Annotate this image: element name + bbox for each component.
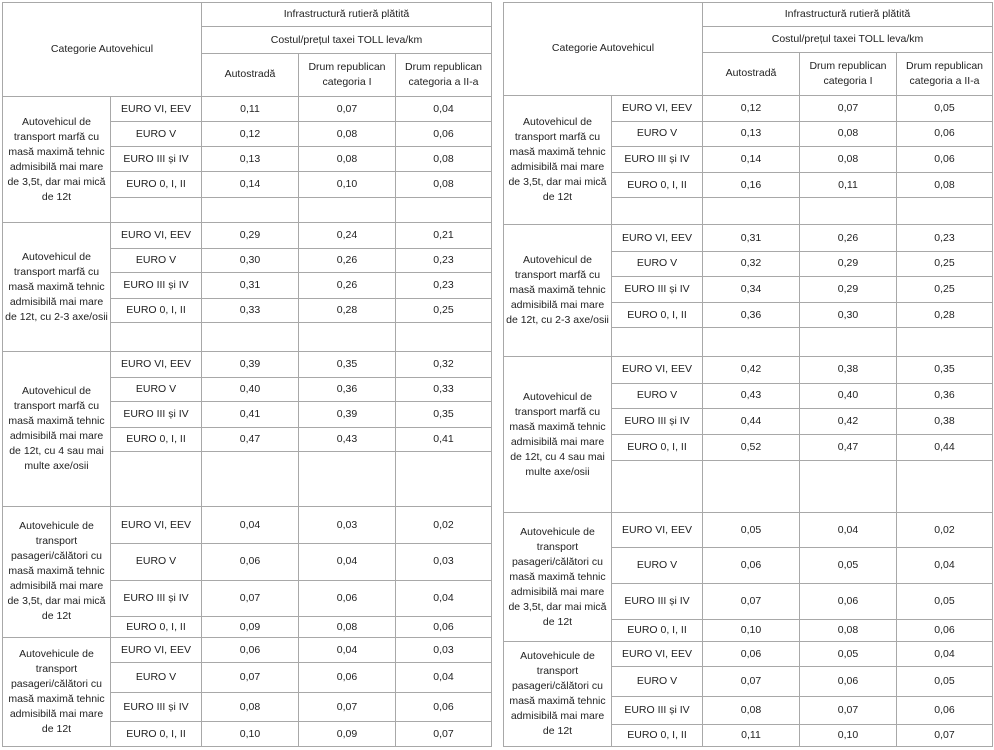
cost-header: Costul/prețul taxei TOLL leva/km bbox=[703, 27, 993, 53]
drum-cat-2-value-cell: 0,35 bbox=[396, 402, 492, 428]
euro-class-cell: EURO VI, EEV bbox=[111, 637, 202, 663]
empty-cell bbox=[202, 451, 299, 506]
vehicle-category-cell: Autovehicul de transport marfă cu masă maximă tehnic admisibilă mai mare de 12t, cu 4 sau mai multe axe/osii bbox=[504, 357, 612, 513]
autostrada-value-cell: 0,16 bbox=[703, 173, 800, 198]
empty-cell bbox=[202, 197, 299, 223]
drum-cat-2-value-cell: 0,23 bbox=[396, 273, 492, 299]
drum-cat-2-value-cell: 0,03 bbox=[396, 637, 492, 663]
table-row bbox=[3, 352, 492, 378]
autostrada-value-cell: 0,09 bbox=[202, 617, 299, 637]
drum-cat-2-value-cell: 0,04 bbox=[396, 96, 492, 122]
empty-cell bbox=[897, 328, 993, 357]
empty-cell bbox=[396, 451, 492, 506]
drum-cat-1-value-cell: 0,08 bbox=[299, 146, 396, 172]
drum-cat-2-value-cell: 0,08 bbox=[897, 173, 993, 198]
euro-class-cell: EURO III și IV bbox=[612, 146, 703, 172]
drum-cat-1-value-cell: 0,08 bbox=[800, 121, 897, 146]
euro-class-cell: EURO VI, EEV bbox=[612, 513, 703, 547]
vehicle-group bbox=[3, 352, 492, 507]
drum-cat-1-value-cell: 0,06 bbox=[299, 663, 396, 693]
drum-cat-1-value-cell: 0,04 bbox=[299, 637, 396, 663]
autostrada-value-cell: 0,47 bbox=[202, 427, 299, 451]
vehicle-category-cell: Autovehicule de transport pasageri/călători cu masă maximă tehnic admisibilă mai mare de 12t bbox=[504, 642, 612, 747]
euro-class-cell: EURO 0, I, II bbox=[111, 617, 202, 637]
column-header-drum-cat-1: Drum republican categoria I bbox=[299, 54, 396, 97]
vehicle-group bbox=[3, 637, 492, 746]
euro-class-cell: EURO 0, I, II bbox=[111, 172, 202, 198]
infra-header: Infrastructură rutieră plătită bbox=[202, 3, 492, 27]
drum-cat-1-value-cell: 0,07 bbox=[299, 96, 396, 122]
column-header-autostrada: Autostradă bbox=[202, 54, 299, 97]
autostrada-value-cell: 0,33 bbox=[202, 298, 299, 322]
euro-class-cell: EURO V bbox=[612, 383, 703, 408]
drum-cat-1-value-cell: 0,28 bbox=[299, 298, 396, 322]
category-header: Categorie Autovehicul bbox=[504, 3, 703, 96]
autostrada-value-cell: 0,14 bbox=[703, 146, 800, 172]
drum-cat-1-value-cell: 0,07 bbox=[299, 692, 396, 722]
drum-cat-1-value-cell: 0,06 bbox=[800, 583, 897, 619]
drum-cat-1-value-cell: 0,08 bbox=[299, 617, 396, 637]
drum-cat-2-value-cell: 0,44 bbox=[897, 434, 993, 460]
drum-cat-2-value-cell: 0,06 bbox=[396, 617, 492, 637]
vehicle-group bbox=[504, 513, 993, 642]
autostrada-value-cell: 0,04 bbox=[202, 507, 299, 544]
autostrada-value-cell: 0,41 bbox=[202, 402, 299, 428]
euro-class-cell: EURO V bbox=[111, 122, 202, 146]
drum-cat-2-value-cell: 0,04 bbox=[897, 642, 993, 667]
drum-cat-1-value-cell: 0,38 bbox=[800, 357, 897, 383]
toll-table-right bbox=[503, 2, 993, 747]
drum-cat-2-value-cell: 0,25 bbox=[897, 251, 993, 276]
euro-class-cell: EURO III și IV bbox=[612, 696, 703, 724]
euro-class-cell: EURO III și IV bbox=[612, 276, 703, 302]
empty-cell bbox=[396, 197, 492, 223]
drum-cat-2-value-cell: 0,23 bbox=[396, 248, 492, 272]
table-row bbox=[504, 642, 993, 667]
drum-cat-1-value-cell: 0,11 bbox=[800, 173, 897, 198]
vehicle-category-cell: Autovehicul de transport marfă cu masă maximă tehnic admisibilă mai mare de 12t, cu 4 sau mai multe axe/osii bbox=[3, 352, 111, 507]
drum-cat-1-value-cell: 0,26 bbox=[299, 273, 396, 299]
autostrada-value-cell: 0,42 bbox=[703, 357, 800, 383]
empty-cell bbox=[396, 323, 492, 352]
vehicle-category-cell: Autovehicul de transport marfă cu masă maximă tehnic admisibilă mai mare de 12t, cu 2-3 axe/osii bbox=[3, 223, 111, 352]
toll-table-left bbox=[2, 2, 492, 747]
vehicle-category-cell: Autovehicul de transport marfă cu masă maximă tehnic admisibilă mai mare de 12t, cu 2-3 axe/osii bbox=[504, 225, 612, 357]
vehicle-category-cell: Autovehicul de transport marfă cu masă maximă tehnic admisibilă mai mare de 3,5t, dar mai mică de 12t bbox=[3, 96, 111, 223]
right-toll-table-panel bbox=[503, 2, 992, 747]
empty-cell bbox=[202, 323, 299, 352]
autostrada-value-cell: 0,14 bbox=[202, 172, 299, 198]
autostrada-value-cell: 0,06 bbox=[703, 547, 800, 583]
drum-cat-2-value-cell: 0,08 bbox=[396, 172, 492, 198]
drum-cat-1-value-cell: 0,04 bbox=[800, 513, 897, 547]
drum-cat-2-value-cell: 0,21 bbox=[396, 223, 492, 249]
table-row bbox=[504, 225, 993, 251]
drum-cat-2-value-cell: 0,41 bbox=[396, 427, 492, 451]
vehicle-group bbox=[504, 225, 993, 357]
drum-cat-2-value-cell: 0,07 bbox=[897, 724, 993, 746]
autostrada-value-cell: 0,11 bbox=[703, 724, 800, 746]
drum-cat-2-value-cell: 0,35 bbox=[897, 357, 993, 383]
drum-cat-2-value-cell: 0,28 bbox=[897, 302, 993, 327]
autostrada-value-cell: 0,13 bbox=[202, 146, 299, 172]
empty-cell bbox=[897, 461, 993, 513]
column-header-autostrada: Autostradă bbox=[703, 53, 800, 95]
drum-cat-2-value-cell: 0,05 bbox=[897, 95, 993, 121]
drum-cat-1-value-cell: 0,08 bbox=[800, 146, 897, 172]
drum-cat-1-value-cell: 0,39 bbox=[299, 402, 396, 428]
vehicle-category-cell: Autovehicule de transport pasageri/călători cu masă maximă tehnic admisibilă mai mare de 12t bbox=[3, 637, 111, 746]
euro-class-cell: EURO V bbox=[111, 663, 202, 693]
table-row bbox=[3, 223, 492, 249]
drum-cat-2-value-cell: 0,04 bbox=[396, 663, 492, 693]
autostrada-value-cell: 0,36 bbox=[703, 302, 800, 327]
euro-class-cell: EURO 0, I, II bbox=[612, 620, 703, 642]
drum-cat-1-value-cell: 0,07 bbox=[800, 95, 897, 121]
cost-header: Costul/prețul taxei TOLL leva/km bbox=[202, 27, 492, 54]
drum-cat-1-value-cell: 0,24 bbox=[299, 223, 396, 249]
drum-cat-2-value-cell: 0,07 bbox=[396, 722, 492, 747]
autostrada-value-cell: 0,32 bbox=[703, 251, 800, 276]
autostrada-value-cell: 0,10 bbox=[202, 722, 299, 747]
euro-class-cell: EURO V bbox=[111, 377, 202, 401]
drum-cat-2-value-cell: 0,23 bbox=[897, 225, 993, 251]
drum-cat-1-value-cell: 0,03 bbox=[299, 507, 396, 544]
euro-class-cell: EURO III și IV bbox=[111, 402, 202, 428]
drum-cat-2-value-cell: 0,06 bbox=[396, 122, 492, 146]
drum-cat-1-value-cell: 0,08 bbox=[299, 122, 396, 146]
drum-cat-2-value-cell: 0,05 bbox=[897, 667, 993, 696]
vehicle-group bbox=[3, 223, 492, 352]
euro-class-cell: EURO VI, EEV bbox=[612, 225, 703, 251]
autostrada-value-cell: 0,07 bbox=[202, 663, 299, 693]
euro-class-cell: EURO VI, EEV bbox=[612, 357, 703, 383]
drum-cat-1-value-cell: 0,26 bbox=[299, 248, 396, 272]
drum-cat-1-value-cell: 0,09 bbox=[299, 722, 396, 747]
empty-cell bbox=[703, 198, 800, 225]
euro-class-cell: EURO VI, EEV bbox=[612, 95, 703, 121]
autostrada-value-cell: 0,07 bbox=[703, 583, 800, 619]
empty-cell bbox=[703, 328, 800, 357]
euro-class-cell: EURO III și IV bbox=[111, 273, 202, 299]
drum-cat-2-value-cell: 0,04 bbox=[396, 580, 492, 617]
empty-cell bbox=[612, 198, 703, 225]
drum-cat-1-value-cell: 0,04 bbox=[299, 543, 396, 580]
euro-class-cell: EURO V bbox=[111, 248, 202, 272]
drum-cat-1-value-cell: 0,29 bbox=[800, 276, 897, 302]
euro-class-cell: EURO V bbox=[111, 543, 202, 580]
euro-class-cell: EURO 0, I, II bbox=[612, 434, 703, 460]
column-header-drum-cat-1: Drum republican categoria I bbox=[800, 53, 897, 95]
autostrada-value-cell: 0,40 bbox=[202, 377, 299, 401]
euro-class-cell: EURO VI, EEV bbox=[111, 507, 202, 544]
autostrada-value-cell: 0,06 bbox=[202, 543, 299, 580]
drum-cat-1-value-cell: 0,40 bbox=[800, 383, 897, 408]
drum-cat-2-value-cell: 0,05 bbox=[897, 583, 993, 619]
autostrada-value-cell: 0,11 bbox=[202, 96, 299, 122]
empty-cell bbox=[897, 198, 993, 225]
table-row bbox=[504, 357, 993, 383]
drum-cat-1-value-cell: 0,36 bbox=[299, 377, 396, 401]
euro-class-cell: EURO V bbox=[612, 547, 703, 583]
euro-class-cell: EURO III și IV bbox=[111, 580, 202, 617]
empty-cell bbox=[299, 323, 396, 352]
drum-cat-2-value-cell: 0,06 bbox=[897, 620, 993, 642]
autostrada-value-cell: 0,06 bbox=[703, 642, 800, 667]
vehicle-category-cell: Autovehicule de transport pasageri/călători cu masă maximă tehnic admisibilă mai mare de 3,5t, dar mai mică de 12t bbox=[3, 507, 111, 638]
euro-class-cell: EURO V bbox=[612, 121, 703, 146]
drum-cat-1-value-cell: 0,10 bbox=[299, 172, 396, 198]
vehicle-group bbox=[504, 95, 993, 225]
euro-class-cell: EURO 0, I, II bbox=[111, 298, 202, 322]
autostrada-value-cell: 0,44 bbox=[703, 408, 800, 434]
euro-class-cell: EURO 0, I, II bbox=[612, 173, 703, 198]
autostrada-value-cell: 0,34 bbox=[703, 276, 800, 302]
table-row bbox=[3, 96, 492, 122]
euro-class-cell: EURO V bbox=[612, 251, 703, 276]
drum-cat-1-value-cell: 0,07 bbox=[800, 696, 897, 724]
category-header: Categorie Autovehicul bbox=[3, 3, 202, 97]
autostrada-value-cell: 0,43 bbox=[703, 383, 800, 408]
drum-cat-1-value-cell: 0,06 bbox=[800, 667, 897, 696]
drum-cat-2-value-cell: 0,06 bbox=[897, 146, 993, 172]
vehicle-group bbox=[504, 642, 993, 747]
drum-cat-2-value-cell: 0,06 bbox=[897, 696, 993, 724]
column-header-drum-cat-2: Drum republican categoria a II-a bbox=[897, 53, 993, 95]
euro-class-cell: EURO VI, EEV bbox=[612, 642, 703, 667]
drum-cat-2-value-cell: 0,38 bbox=[897, 408, 993, 434]
drum-cat-1-value-cell: 0,26 bbox=[800, 225, 897, 251]
empty-cell bbox=[111, 323, 202, 352]
euro-class-cell: EURO 0, I, II bbox=[111, 427, 202, 451]
euro-class-cell: EURO 0, I, II bbox=[612, 724, 703, 746]
infra-header: Infrastructură rutieră plătită bbox=[703, 3, 993, 27]
vehicle-group bbox=[3, 507, 492, 638]
empty-cell bbox=[800, 198, 897, 225]
column-header-drum-cat-2: Drum republican categoria a II-a bbox=[396, 54, 492, 97]
autostrada-value-cell: 0,52 bbox=[703, 434, 800, 460]
euro-class-cell: EURO III și IV bbox=[612, 408, 703, 434]
autostrada-value-cell: 0,10 bbox=[703, 620, 800, 642]
left-toll-table-panel bbox=[2, 2, 491, 747]
drum-cat-2-value-cell: 0,25 bbox=[396, 298, 492, 322]
euro-class-cell: EURO VI, EEV bbox=[111, 96, 202, 122]
autostrada-value-cell: 0,07 bbox=[202, 580, 299, 617]
euro-class-cell: EURO III și IV bbox=[111, 146, 202, 172]
vehicle-category-cell: Autovehicule de transport pasageri/călători cu masă maximă tehnic admisibilă mai mare de 3,5t, dar mai mică de 12t bbox=[504, 513, 612, 642]
empty-cell bbox=[800, 461, 897, 513]
autostrada-value-cell: 0,05 bbox=[703, 513, 800, 547]
autostrada-value-cell: 0,06 bbox=[202, 637, 299, 663]
drum-cat-2-value-cell: 0,32 bbox=[396, 352, 492, 378]
drum-cat-2-value-cell: 0,04 bbox=[897, 547, 993, 583]
drum-cat-2-value-cell: 0,03 bbox=[396, 543, 492, 580]
euro-class-cell: EURO VI, EEV bbox=[111, 352, 202, 378]
autostrada-value-cell: 0,31 bbox=[703, 225, 800, 251]
empty-cell bbox=[299, 197, 396, 223]
drum-cat-2-value-cell: 0,08 bbox=[396, 146, 492, 172]
autostrada-value-cell: 0,31 bbox=[202, 273, 299, 299]
empty-cell bbox=[612, 461, 703, 513]
drum-cat-2-value-cell: 0,06 bbox=[396, 692, 492, 722]
empty-cell bbox=[111, 197, 202, 223]
table-row bbox=[504, 95, 993, 121]
drum-cat-2-value-cell: 0,06 bbox=[897, 121, 993, 146]
table-row bbox=[3, 637, 492, 663]
vehicle-group bbox=[3, 96, 492, 223]
euro-class-cell: EURO III și IV bbox=[111, 692, 202, 722]
drum-cat-1-value-cell: 0,05 bbox=[800, 547, 897, 583]
drum-cat-1-value-cell: 0,30 bbox=[800, 302, 897, 327]
table-row bbox=[3, 507, 492, 544]
drum-cat-2-value-cell: 0,36 bbox=[897, 383, 993, 408]
drum-cat-1-value-cell: 0,47 bbox=[800, 434, 897, 460]
euro-class-cell: EURO VI, EEV bbox=[111, 223, 202, 249]
vehicle-category-cell: Autovehicul de transport marfă cu masă maximă tehnic admisibilă mai mare de 3,5t, dar mai mică de 12t bbox=[504, 95, 612, 225]
drum-cat-1-value-cell: 0,35 bbox=[299, 352, 396, 378]
euro-class-cell: EURO 0, I, II bbox=[111, 722, 202, 747]
autostrada-value-cell: 0,30 bbox=[202, 248, 299, 272]
euro-class-cell: EURO V bbox=[612, 667, 703, 696]
drum-cat-1-value-cell: 0,06 bbox=[299, 580, 396, 617]
empty-cell bbox=[800, 328, 897, 357]
autostrada-value-cell: 0,29 bbox=[202, 223, 299, 249]
drum-cat-2-value-cell: 0,02 bbox=[897, 513, 993, 547]
empty-cell bbox=[299, 451, 396, 506]
euro-class-cell: EURO 0, I, II bbox=[612, 302, 703, 327]
table-row bbox=[504, 513, 993, 547]
drum-cat-1-value-cell: 0,42 bbox=[800, 408, 897, 434]
autostrada-value-cell: 0,08 bbox=[703, 696, 800, 724]
autostrada-value-cell: 0,12 bbox=[202, 122, 299, 146]
empty-cell bbox=[703, 461, 800, 513]
drum-cat-1-value-cell: 0,43 bbox=[299, 427, 396, 451]
drum-cat-2-value-cell: 0,33 bbox=[396, 377, 492, 401]
autostrada-value-cell: 0,13 bbox=[703, 121, 800, 146]
autostrada-value-cell: 0,07 bbox=[703, 667, 800, 696]
autostrada-value-cell: 0,39 bbox=[202, 352, 299, 378]
empty-cell bbox=[111, 451, 202, 506]
empty-cell bbox=[612, 328, 703, 357]
drum-cat-2-value-cell: 0,25 bbox=[897, 276, 993, 302]
drum-cat-1-value-cell: 0,29 bbox=[800, 251, 897, 276]
euro-class-cell: EURO III și IV bbox=[612, 583, 703, 619]
drum-cat-1-value-cell: 0,08 bbox=[800, 620, 897, 642]
autostrada-value-cell: 0,08 bbox=[202, 692, 299, 722]
drum-cat-2-value-cell: 0,02 bbox=[396, 507, 492, 544]
drum-cat-1-value-cell: 0,05 bbox=[800, 642, 897, 667]
vehicle-group bbox=[504, 357, 993, 513]
drum-cat-1-value-cell: 0,10 bbox=[800, 724, 897, 746]
autostrada-value-cell: 0,12 bbox=[703, 95, 800, 121]
